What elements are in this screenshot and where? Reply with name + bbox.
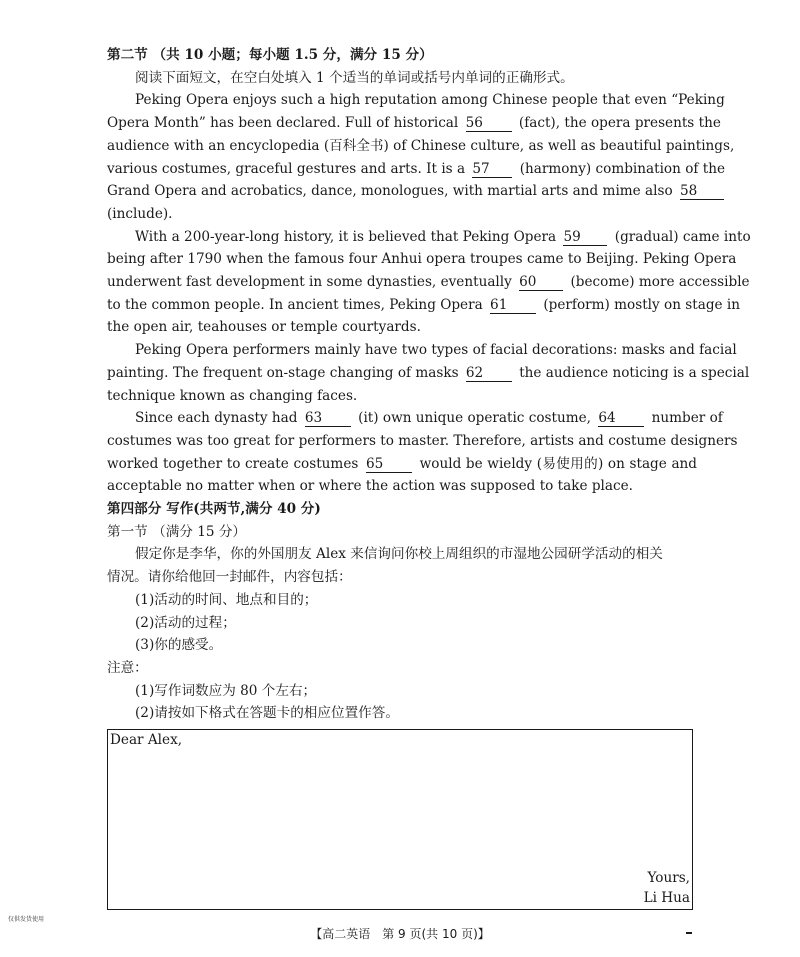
p2-line4 (107, 294, 740, 317)
letter-closing-block (644, 868, 690, 908)
p2-line3 (107, 271, 750, 294)
p1-l5a: Grand Opera and acrobatics, dance, monologues, with martial arts and mime also (107, 183, 673, 200)
letter-closing: Yours, (647, 870, 690, 886)
p3-l2b: the audience noticing is a special (519, 364, 750, 381)
blank-56: 56 (466, 116, 512, 132)
section2-instruction: 阅读下面短文，在空白处填入 1 个适当的单词或括号内单词的正确形式。 (135, 69, 574, 86)
p4-l3a: worked together to create costumes (107, 455, 359, 472)
p2-l4a: to the common people. In ancient times, Peking Opera (107, 296, 483, 313)
part4-heading: 第四部分 写作(共两节,满分 40 分) (107, 501, 321, 518)
content-item: (2)活动的过程； (135, 614, 236, 631)
page-footer: 【高二英语 第 9 页(共 10 页)】 (310, 927, 490, 941)
p2-l3b: (become) more accessible (570, 274, 750, 291)
footer-dash (686, 932, 692, 934)
p1-l4b: (harmony) combination of the (519, 160, 725, 177)
section2-heading: 第二节 （共 10 小题；每小题 1.5 分，满分 15 分） (107, 47, 433, 63)
blank-64: 64 (598, 411, 644, 427)
p2-l3a: underwent fast development in some dynasties, eventually (107, 274, 512, 291)
content-item: (3)你的感受。 (135, 637, 223, 654)
letter-signature: Li Hua (643, 890, 690, 906)
blank-60: 60 (519, 275, 563, 291)
p1-line2 (107, 112, 721, 135)
p4-l3b: would be wieldy (易使用的) on stage and (419, 455, 698, 472)
p3-line1: Peking Opera performers mainly have two types of facial decorations: masks and facial (135, 342, 737, 359)
p4-l1b: (it) own unique operatic costume, (358, 410, 591, 427)
p4-l1a: Since each dynasty had (135, 410, 298, 427)
p1-line5 (107, 180, 697, 203)
blank-57: 57 (472, 162, 512, 178)
p3-line2 (107, 362, 750, 385)
p4-line4: acceptable no matter when or where the action was supposed to take place. (107, 478, 633, 495)
note-item: (2)请按如下格式在答题卡的相应位置作答。 (135, 705, 399, 722)
exam-page (107, 44, 751, 725)
p4-l1c: number of (651, 410, 723, 427)
p3-l2a: painting. The frequent on-stage changing of masks (107, 364, 459, 381)
note-label: 注意： (107, 659, 148, 676)
p2-l1a: With a 200-year-long history, it is believed that Peking Opera (135, 228, 557, 245)
letter-greeting: Dear Alex, (110, 732, 183, 748)
p1-l2b: (fact), the opera presents the (518, 115, 721, 132)
p4-line3 (107, 453, 697, 476)
letter-format-box (107, 729, 693, 910)
p2-l1b: (gradual) came into (614, 228, 751, 245)
p2-l4b: (perform) mostly on stage in (543, 296, 740, 313)
p1-l4a: various costumes, graceful gestures and arts. It is a (107, 160, 466, 177)
p1-line1: Peking Opera enjoys such a high reputation among Chinese people that even “Peking (135, 92, 725, 109)
blank-65: 65 (366, 457, 412, 473)
part4-section1-heading: 第一节 （满分 15 分） (107, 523, 247, 540)
blank-61: 61 (490, 298, 536, 314)
p4-line1 (107, 407, 723, 430)
blank-59: 59 (563, 230, 607, 246)
blank-58: 58 (680, 184, 724, 200)
p1-l2a: Opera Month” has been declared. Full of historical (107, 115, 459, 132)
p4-line2: costumes was too great for performers to master. Therefore, artists and costume designers (107, 432, 738, 449)
p1-line4 (107, 158, 725, 181)
blank-63: 63 (305, 411, 351, 427)
p3-line3: technique known as changing faces. (107, 387, 358, 404)
p2-line1 (107, 226, 751, 249)
p2-line5: the open air, teahouses or temple courtyards. (107, 319, 421, 336)
p1-line6: (include). (107, 205, 173, 222)
blank-62: 62 (466, 366, 512, 382)
p2-line2: being after 1790 when the famous four Anhui opera troupes came to Beijing. Peking Opera (107, 251, 737, 268)
side-note: 仅供发货使用 (8, 916, 45, 923)
writing-prompt-line1: 假定你是李华，你的外国朋友 Alex 来信询问你校上周组织的市湿地公园研学活动的相关 (135, 546, 663, 563)
content-item: (1)活动的时间、地点和目的； (135, 591, 318, 608)
writing-prompt-line2: 情况。请你给他回一封邮件，内容包括： (107, 569, 352, 586)
note-item: (1)写作词数应为 80 个左右； (135, 682, 317, 699)
p1-line3: audience with an encyclopedia (百科全书) of Chinese culture, as well as beautiful paintings, (107, 137, 735, 154)
